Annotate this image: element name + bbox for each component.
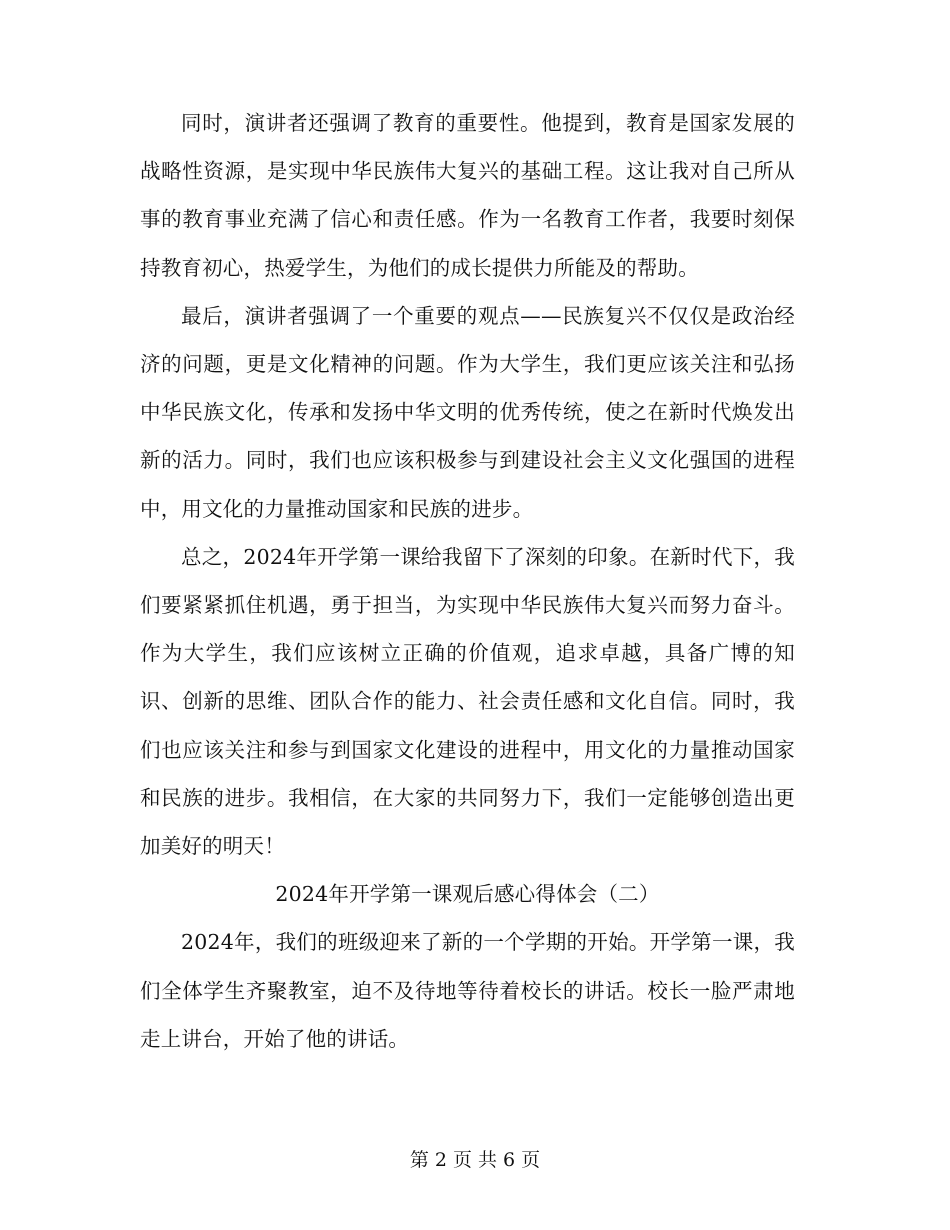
paragraph-new-semester: 2024年，我们的班级迎来了新的一个学期的开始。开学第一课，我们全体学生齐聚教室，迫不及待地等待着校长的讲话。校长一脸严肃地走上讲台，开始了他的讲话。 [140, 930, 795, 1051]
page-number-footer: 第 2 页 共 6 页 [409, 1149, 541, 1171]
document-body [140, 99, 795, 1063]
paragraph-national-rejuvenation: 最后，演讲者强调了一个重要的观点——民族复兴不仅仅是政治经济的问题，更是文化精神的问题。作为大学生，我们更应该关注和弘扬中华民族文化，传承和发扬中华文明的优秀传统，使之在新时代焕发出新的活力。同时，我们也应该积极参与到建设社会主义文化强国的进程中，用文化的力量推动国家和民族的进步。 [140, 303, 795, 521]
paragraph-conclusion: 总之，2024年开学第一课给我留下了深刻的印象。在新时代下，我们要紧紧抓住机遇，勇于担当，为实现中华民族伟大复兴而努力奋斗。作为大学生，我们应该树立正确的价值观，追求卓越，具备广博的知识、创新的思维、团队合作的能力、社会责任感和文化自信。同时，我们也应该关注和参与到国家文化建设的进程中，用文化的力量推动国家和民族的进步。我相信，在大家的共同努力下，我们一定能够创造出更加美好的明天！ [140, 544, 795, 859]
section-title: 2024年开学第一课观后感心得体会（二） [275, 882, 660, 907]
paragraph-education-importance: 同时，演讲者还强调了教育的重要性。他提到，教育是国家发展的战略性资源，是实现中华民族伟大复兴的基础工程。这让我对自己所从事的教育事业充满了信心和责任感。作为一名教育工作者，我要时刻保持教育初心，热爱学生，为他们的成长提供力所能及的帮助。 [140, 111, 795, 280]
